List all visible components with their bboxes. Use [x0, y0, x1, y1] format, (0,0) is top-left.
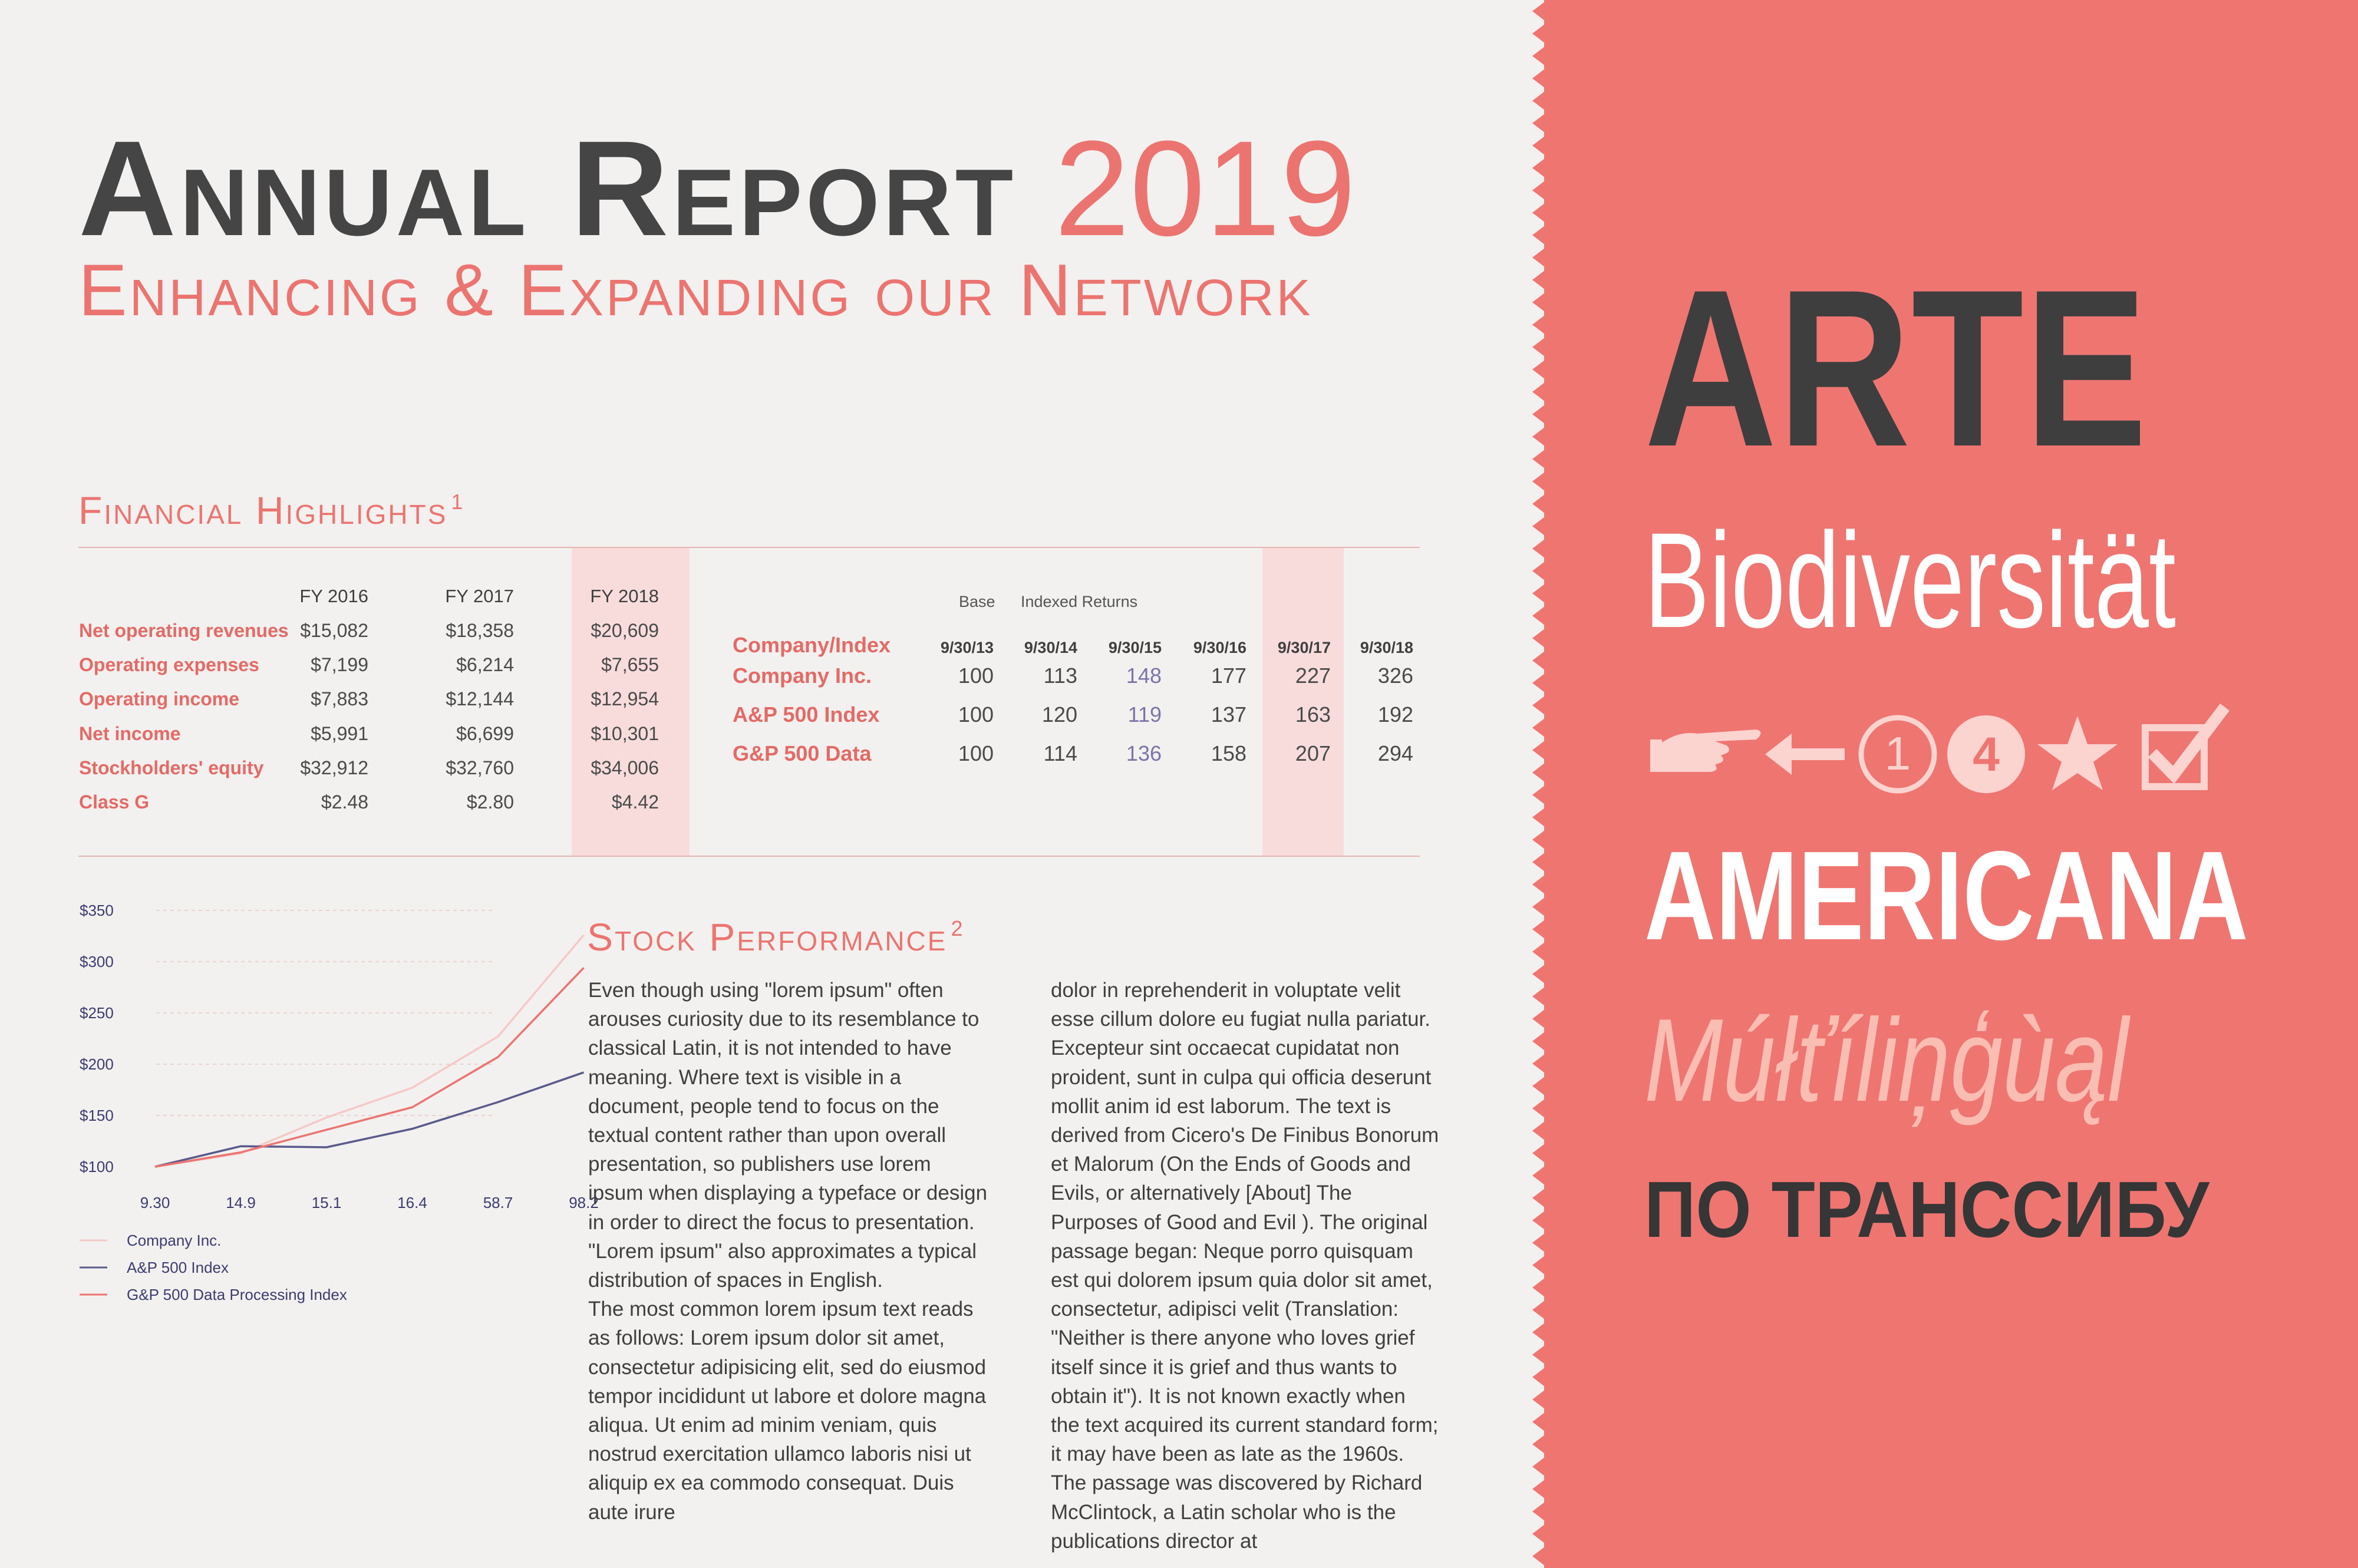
specimen-multilingual: Múłťíliņģùąl [1644, 995, 2129, 1126]
y-tick-label: $100 [80, 1158, 114, 1176]
x-tick-label: 98.2 [569, 1194, 599, 1212]
checked-box-icon [2145, 707, 2225, 787]
index-cell: 136 [1126, 741, 1162, 765]
date-2017-highlight [1262, 548, 1344, 856]
fin-cell: $7,199 [311, 654, 368, 676]
fin-row-label: Operating income [79, 688, 240, 710]
stock-column-1 [588, 976, 989, 1527]
fin-cell: $15,082 [300, 620, 368, 641]
index-row-label: A&P 500 Index [733, 702, 880, 727]
fin-cell: $12,144 [446, 688, 514, 710]
date-header: 9/30/13 [940, 639, 994, 656]
page-subtitle: Enhancing & Expanding our Network [78, 250, 1313, 331]
x-tick-label: 9.30 [140, 1194, 170, 1212]
index-cell: 227 [1295, 663, 1331, 688]
fin-cell: $2.80 [466, 791, 514, 813]
stock-title-text: Stock Performance [587, 915, 948, 959]
stock-performance-title [587, 915, 964, 959]
circled-one-digit: 1 [1884, 727, 1911, 780]
circled-four-digit: 4 [1973, 728, 2000, 781]
footnote-marker: 1 [451, 489, 465, 514]
fin-cell: $5,991 [311, 722, 368, 744]
fin-cell: $7,883 [311, 688, 368, 710]
specimen-russian: ПО ТРАНССИБУ [1644, 1165, 2209, 1254]
fin-cell: $34,006 [591, 757, 659, 778]
specimen-symbols [1644, 684, 2234, 801]
index-cell: 326 [1377, 663, 1413, 688]
specimen-biodiversitat: Biodiversität [1644, 504, 2176, 656]
index-cell: 114 [1043, 741, 1077, 765]
left-arrow-icon [1765, 734, 1845, 775]
index-cell: 100 [958, 702, 994, 727]
y-tick-label: $350 [80, 902, 114, 919]
date-header: 9/30/15 [1108, 639, 1162, 656]
date-header: 9/30/17 [1277, 639, 1331, 656]
y-tick-label: $300 [80, 953, 114, 970]
fin-cell: $12,954 [591, 688, 659, 710]
index-cell: 163 [1295, 702, 1331, 727]
star-icon [2037, 716, 2118, 790]
index-cell: 207 [1295, 741, 1331, 765]
index-cell: 158 [1211, 741, 1246, 765]
stock-chart [71, 896, 599, 1343]
index-cell: 177 [1211, 663, 1246, 688]
base-label: Base [959, 593, 995, 610]
fin-row-label: Net operating revenues [79, 620, 289, 641]
fin-cell: $2.48 [321, 791, 368, 813]
index-cell: 120 [1041, 702, 1077, 727]
index-row-label: Company Inc. [733, 663, 872, 688]
x-tick-label: 58.7 [483, 1194, 513, 1212]
title-main: Annual Report [78, 113, 1017, 264]
stock-column-2 [1051, 976, 1440, 1556]
y-tick-label: $200 [80, 1055, 114, 1073]
page-title [78, 113, 1356, 264]
date-header: 9/30/16 [1193, 639, 1246, 656]
fin-column-header: FY 2017 [445, 586, 514, 606]
fin-row-label: Net income [79, 722, 181, 744]
index-cell: 137 [1211, 702, 1246, 727]
series-line [155, 968, 584, 1167]
fin-column-header: FY 2016 [299, 586, 368, 606]
index-cell: 294 [1377, 741, 1413, 765]
fin-cell: $18,358 [446, 620, 514, 641]
fin-cell: $7,655 [601, 654, 659, 676]
circled-one-icon [1861, 718, 1934, 791]
fin-cell: $32,912 [300, 757, 368, 778]
stock-paragraph: dolor in reprehenderit in voluptate velit esse cillum dolore eu fugiat nulla pariatur. Excepteur sint occaecat cupidatat non proident, sunt in culpa qui officia deserunt mollit anim id est laborum. The text is derived from Cicero's De Finibus Bonorum et Malorum (On the Ends of Goods and Evils, or alternatively [About] The Purposes of Good and Evil ). The original passage began: Neque porro quisquam est qui dolorem ipsum quia dolor sit amet, consectetur, adipisci velit (Translation: "Neither is there anyone who loves grief itself since it is grief and thus wants to obtain it"). It is not known exactly when the text acquired its current standard form; it may have been as late as the 1960s. The passage was discovered by Richard McClintock, a Latin scholar who is the publications director at [1051, 979, 1439, 1553]
fin-cell: $6,214 [456, 654, 514, 676]
index-cell: 113 [1043, 663, 1077, 688]
index-header-label: Company/Index [733, 633, 891, 657]
fin-row-label: Class G [79, 791, 150, 813]
index-cell: 100 [958, 741, 994, 765]
fin-cell: $6,699 [456, 722, 514, 744]
legend-label: A&P 500 Index [127, 1259, 229, 1276]
fin-cell: $4.42 [611, 791, 659, 813]
bottom-rule [78, 856, 1420, 857]
circled-four-icon [1947, 715, 2025, 793]
y-tick-label: $150 [80, 1107, 114, 1124]
pointing-hand-icon [1650, 729, 1761, 772]
index-cell: 100 [958, 663, 994, 688]
fin-cell: $10,301 [591, 722, 659, 744]
x-tick-label: 15.1 [311, 1194, 342, 1212]
stock-paragraph: Even though using "lorem ipsum" often arouses curiosity due to its resemblance to classical Latin, it is not intended to have meaning. Where text is visible in a document, people tend to focus on the textual content rather than upon overall presentation, so publishers use lorem ipsum when displaying a typeface or design in order to direct the focus to presentation. "Lorem ipsum" also approximates a typical distribution of spaces in English. [588, 979, 988, 1292]
x-tick-label: 14.9 [226, 1194, 256, 1212]
legend-label: G&P 500 Data Processing Index [127, 1286, 347, 1303]
zigzag-edge [1526, 0, 1556, 1568]
index-cell: 192 [1377, 702, 1413, 727]
financial-highlights-title [78, 488, 464, 533]
financial-title-text: Financial Highlights [78, 488, 448, 532]
footnote-marker: 2 [951, 916, 965, 940]
fin-cell: $32,760 [446, 757, 514, 778]
index-row-label: G&P 500 Data [733, 741, 872, 765]
stock-paragraph: The most common lorem ipsum text reads as follows: Lorem ipsum dolor sit amet, consectetur adipisicing elit, sed do eiusmod tempor incididunt ut labore et dolore magna aliqua. Ut enim ad minim veniam, quis nostrud exercitation ullamco laboris nisi ut aliquip ex ea commodo consequat. Duis aute irure [588, 1298, 987, 1524]
series-line [155, 935, 584, 1167]
index-cell: 148 [1126, 663, 1162, 688]
fin-cell: $20,609 [591, 620, 659, 641]
fin-column-header: FY 2018 [590, 586, 659, 606]
indexed-returns-label: Indexed Returns [1021, 593, 1138, 610]
title-year: 2019 [1054, 113, 1356, 264]
specimen-americana: AMERICANA [1644, 824, 2248, 966]
date-header: 9/30/14 [1024, 639, 1077, 656]
specimen-arte: ARTE [1644, 243, 2148, 493]
top-rule [78, 547, 1420, 548]
date-header: 9/30/18 [1360, 639, 1413, 656]
y-tick-label: $250 [80, 1004, 114, 1022]
legend-label: Company Inc. [127, 1232, 222, 1249]
x-tick-label: 16.4 [397, 1194, 427, 1212]
fin-row-label: Operating expenses [79, 654, 259, 676]
fin-row-label: Stockholders' equity [79, 757, 264, 778]
index-cell: 119 [1127, 702, 1162, 727]
